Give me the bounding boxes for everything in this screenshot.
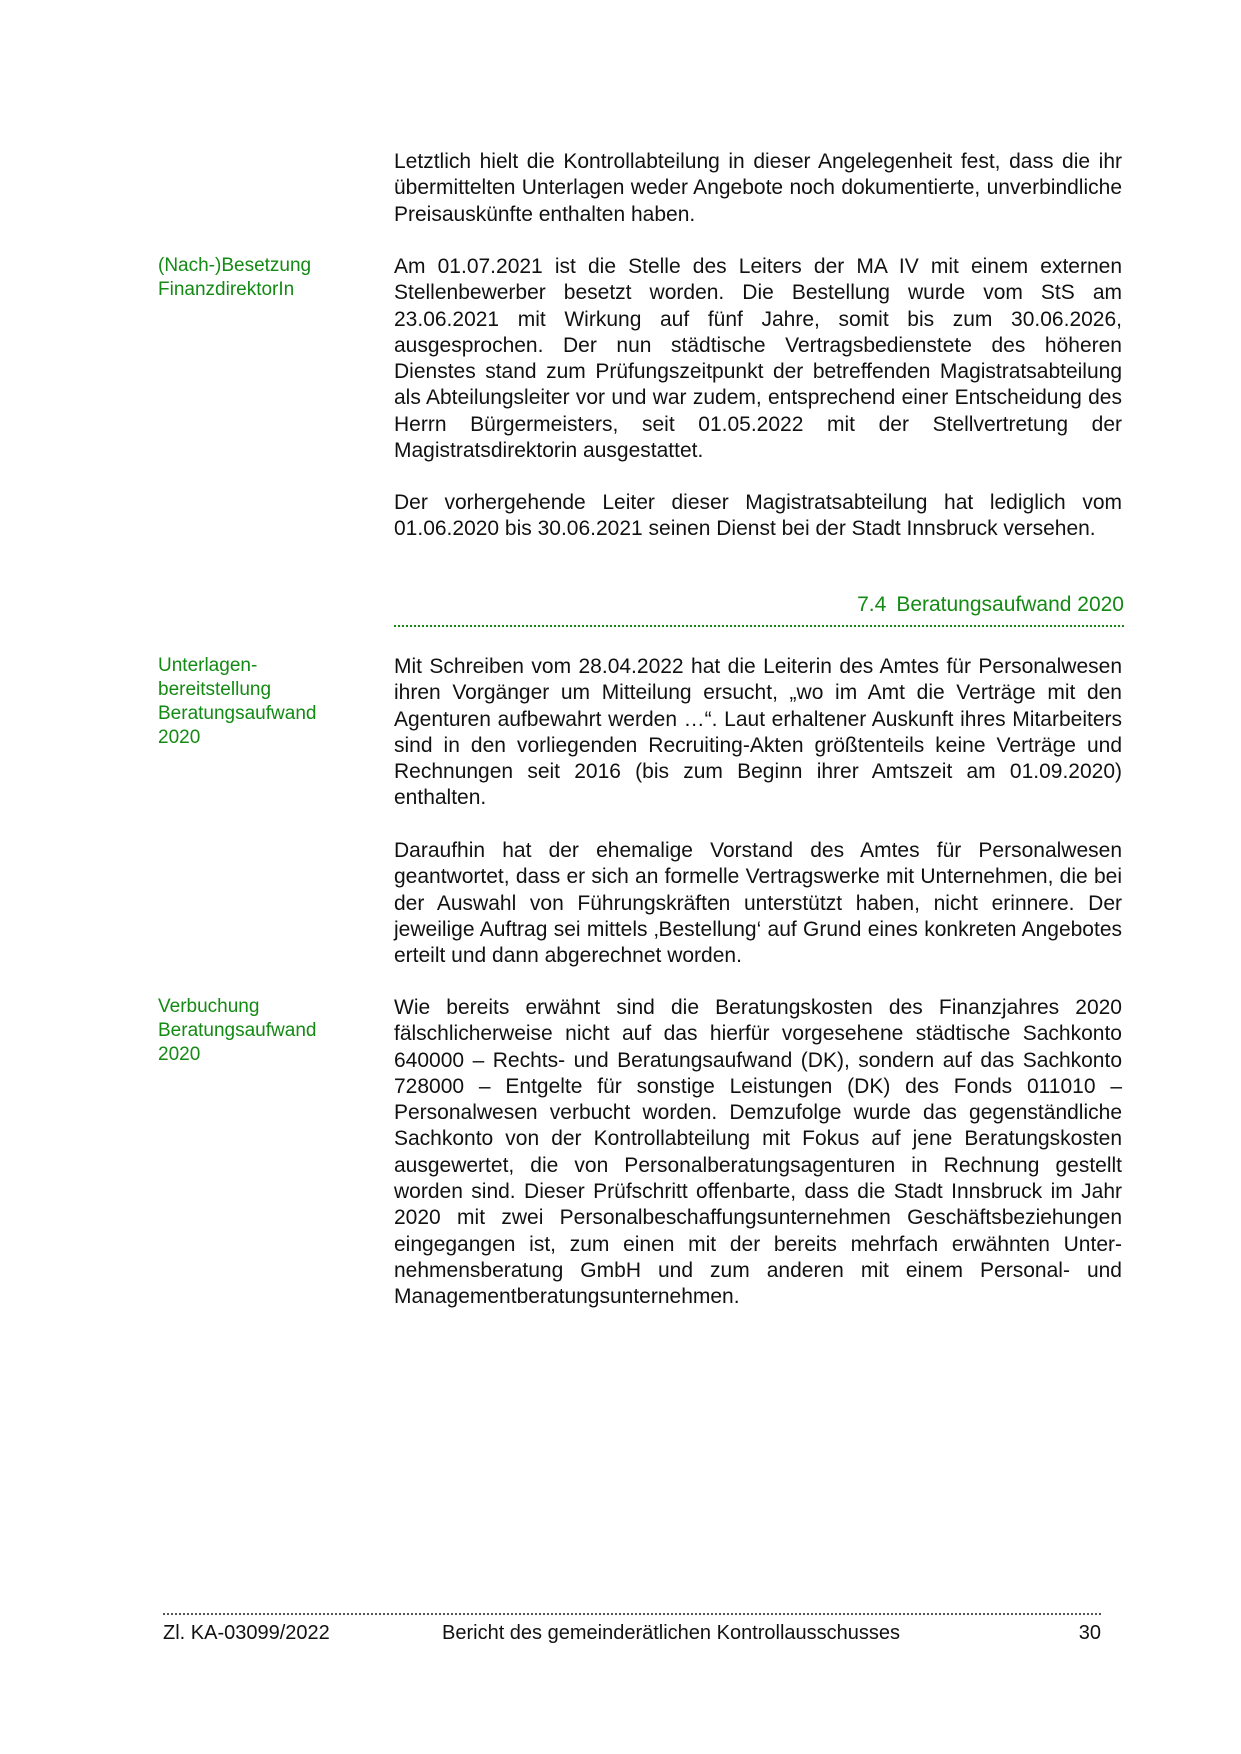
footer-title: Bericht des gemeinderätlichen Kontrollausschusses	[442, 1622, 901, 1644]
paragraph-vorgaenger: Der vorhergehende Leiter dieser Magistratsabteilung hat lediglich vom 01.06.2020 bis 30.06.2021 seinen Dienst bei der Stadt Innsbruck versehen.	[394, 491, 1122, 541]
margin-label-line: 2020	[158, 727, 201, 748]
section-number: 7.4	[857, 593, 887, 616]
margin-label-line: Beratungsaufwand	[158, 1020, 317, 1041]
footer-divider	[163, 1613, 1101, 1615]
margin-label-unterlagen	[158, 654, 358, 750]
margin-label-line: FinanzdirektorIn	[158, 279, 295, 300]
section-heading	[394, 593, 1124, 627]
margin-label-line: Verbuchung	[158, 996, 260, 1017]
margin-label-line: (Nach-)Besetzung	[158, 255, 312, 276]
footer-reference: Zl. KA-03099/2022	[163, 1622, 330, 1644]
margin-label-line: Unterlagen-	[158, 655, 258, 676]
margin-label-line: bereitstellung	[158, 679, 272, 700]
paragraph-antwort: Daraufhin hat der ehemalige Vorstand des Amtes für Personalwesen geantwortet, dass er sich an formelle Vertragswerke mit Unternehmen, die bei der Auswahl von Führungskräften unterstützt haben, nicht erinnere. Der jeweilige Auftrag sei mittels ‚Bestellung‘ auf Grund eines konkreten Angebotes erteilt und dann abgerechnet worden.	[394, 839, 1122, 968]
margin-label-line: Beratungsaufwand	[158, 703, 317, 724]
margin-label-nachbesetzung	[158, 254, 358, 302]
paragraph-preisauskuenfte: Letztlich hielt die Kontrollabteilung in dieser Angelegenheit fest, dass die ihr übermittelten Unterlagen weder Angebote noch dokumentierte, unverbindliche Preisauskünfte enthalten haben.	[394, 150, 1122, 226]
margin-label-verbuchung	[158, 995, 358, 1067]
margin-label-line: 2020	[158, 1044, 201, 1065]
paragraph-stellenbesetzung: Am 01.07.2021 ist die Stelle des Leiters der MA IV mit einem externen Stellenbewerber besetzt worden. Die Bestellung wurde vom StS am 23.06.2021 mit Wirkung auf fünf Jahre, somit bis zum 30.06.2026, ausgesprochen. Der nun städtische Vertragsbedienstete des höheren Dienstes stand zum Prüfungszeitpunkt der betreffenden Magistratsabteilung als Abteilungsleiter vor und war zudem, entsprechend einer Entscheidung des Herrn Bürgermeisters, seit 01.05.2022 mit der Stellvertretung der Magistratsdirektorin ausgestattet.	[394, 255, 1122, 463]
page-number: 30	[1078, 1622, 1101, 1644]
page-footer	[163, 1622, 1101, 1648]
paragraph-verbuchung: Wie bereits erwähnt sind die Beratungskosten des Finanzjahres 2020 fälschlicherweise nicht auf das hierfür vorgesehene städtische Sachkonto 640000 – Rechts- und Beratungsaufwand (DK), sondern auf das Sachkonto 728000 – Entgelte für sonstige Leistungen (DK) des Fonds 011010 – Personalwesen verbucht worden. Demzufolge wurde das gegenständliche Sachkonto von der Kontrollabteilung mit Fokus auf jene Beratungskosten ausgewertet, die von Personalberatungsagenturen in Rechnung gestellt worden sind. Dieser Prüfschritt offenbarte, dass die Stadt Innsbruck im Jahr 2020 mit zwei Personalbeschaffungsunternehmen Geschäftsbeziehungen eingegangen ist, zum einen mit der bereits mehrfach erwähnten Unternehmensberatung GmbH und zum anderen mit einem Personal- und Managementberatungsunternehmen.	[394, 996, 1122, 1309]
paragraph-schreiben: Mit Schreiben vom 28.04.2022 hat die Leiterin des Amtes für Personalwesen ihren Vorgänger um Mitteilung ersucht, „wo im Amt die Verträge mit den Agenturen aufbewahrt werden …“. Laut erhaltener Auskunft ihres Mitarbeiters sind in den vorliegenden Recruiting-Akten größtenteils keine Verträge und Rechnungen seit 2016 (bis zum Beginn ihrer Amtszeit am 01.09.2020) enthalten.	[394, 655, 1122, 810]
section-title: Beratungsaufwand 2020	[896, 593, 1124, 616]
